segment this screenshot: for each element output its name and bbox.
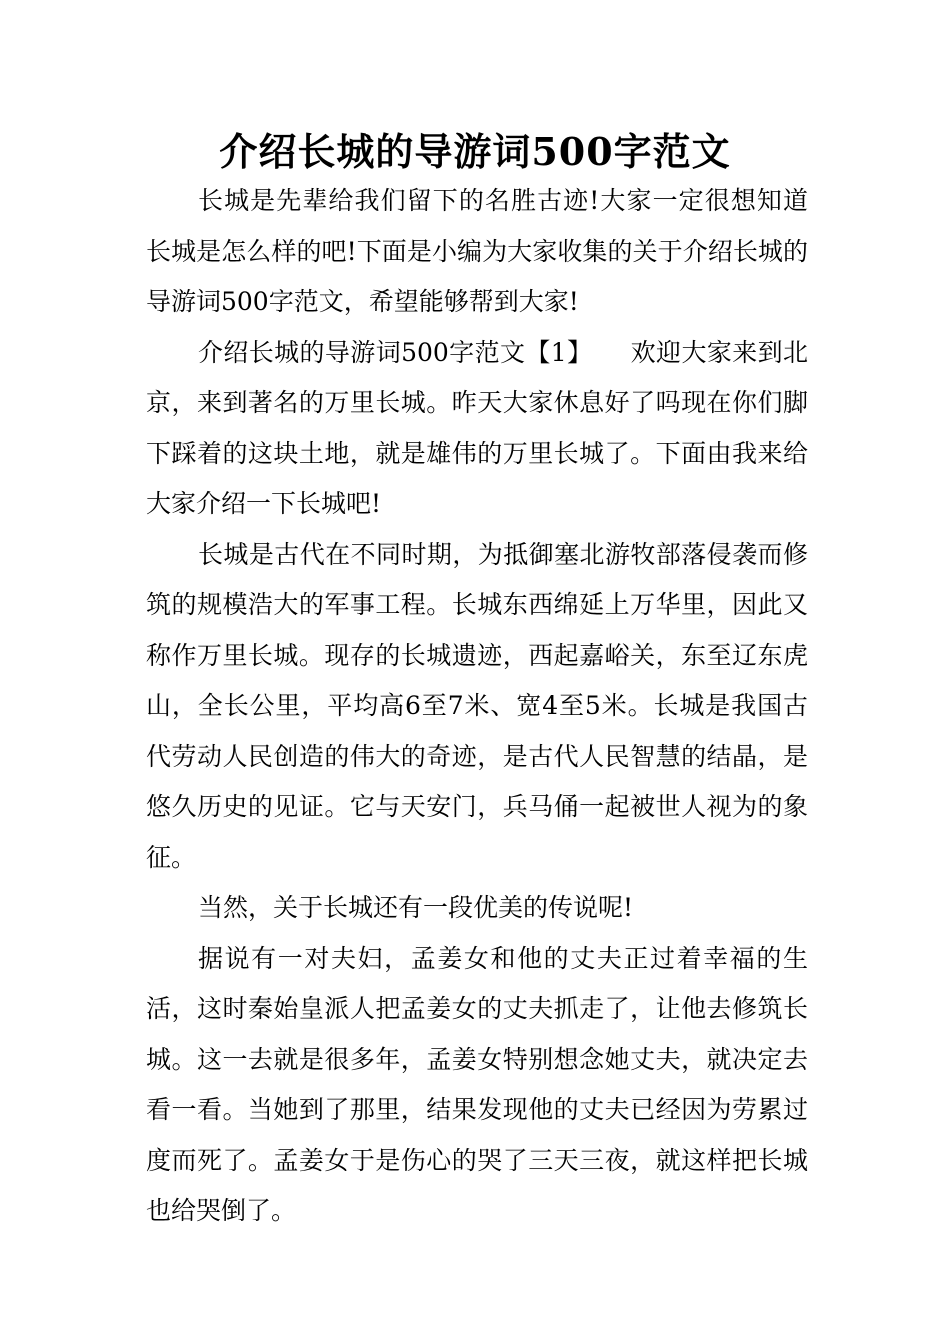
paragraph-meng-jiangnu-legend: 据说有一对夫妇，孟姜女和他的丈夫正过着幸福的生活，这时秦始皇派人把孟姜女的丈夫抓走了，让他去修筑长城。这一去就是很多年，孟姜女特别想念她丈夫，就决定去看一看。当她到了那里，结果发现他的丈夫已经因为劳累过度而死了。孟姜女于是伤心的哭了三天三夜，就这样把长城也给哭倒了。 [146,943,808,1225]
paragraph-legend-intro: 当然，关于长城还有一段优美的传说呢! [198,893,634,922]
document-title: 介绍长城的导游词500字范文 [219,129,731,174]
paragraph-great-wall-history: 长城是古代在不同时期，为抵御塞北游牧部落侵袭而修筑的规模浩大的军事工程。长城东西绵延上万华里，因此又称作万里长城。现存的长城遗迹，西起嘉峪关，东至辽东虎山，全长公里，平均高6至7米、宽4至5米。长城是我国古代劳动人民创造的伟大的奇迹，是古代人民智慧的结晶，是悠久历史的见证。它与天安门，兵马俑一起被世人视为的象征。 [146,539,808,872]
document-body [146,176,808,1237]
paragraph-intro: 长城是先辈给我们留下的名胜古迹!大家一定很想知道长城是怎么样的吧!下面是小编为大家收集的关于介绍长城的导游词500字范文，希望能够帮到大家! [146,186,808,316]
paragraph-section-1: 介绍长城的导游词500字范文【1】 欢迎大家来到北京，来到著名的万里长城。昨天大家休息好了吗现在你们脚下踩着的这块土地，就是雄伟的万里长城了。下面由我来给大家介绍一下长城吧! [146,337,808,518]
